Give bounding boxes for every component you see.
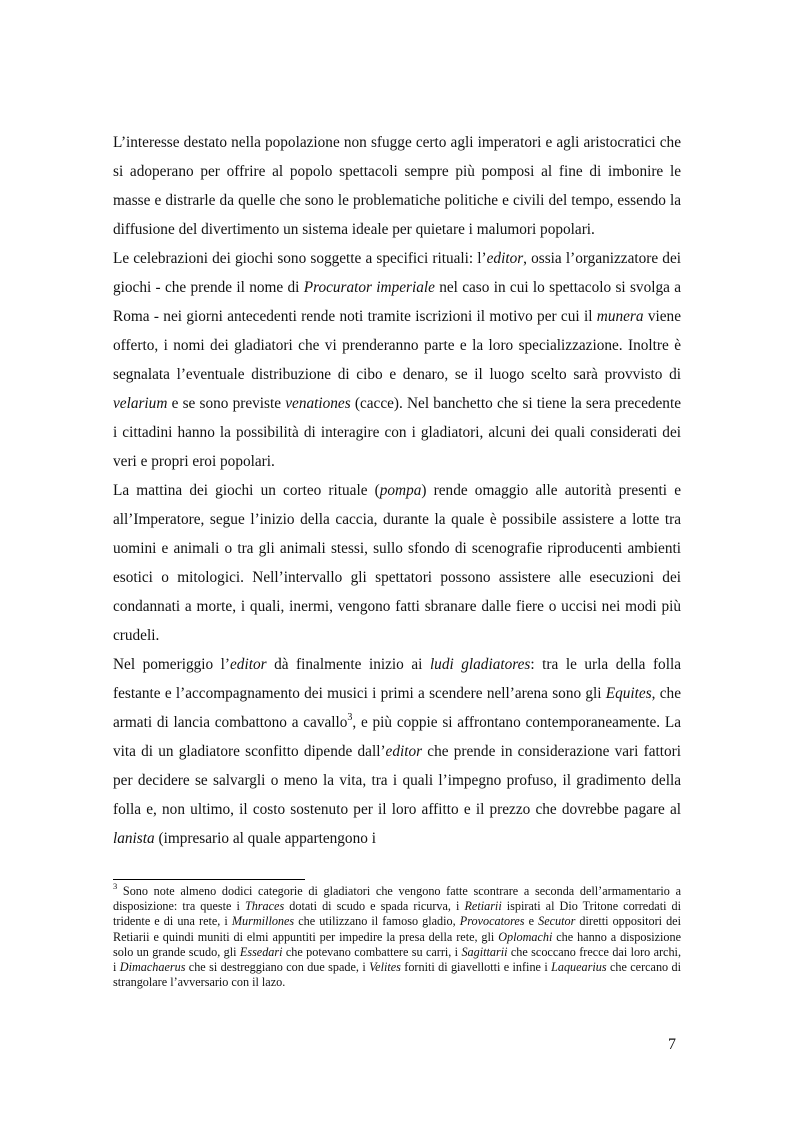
italic-term: ludi gladiatores	[429, 656, 531, 673]
paragraph	[113, 476, 681, 650]
paragraph	[113, 244, 681, 476]
text-run: , ossia l’organizzatore dei giochi - che prende il nome di	[113, 250, 681, 296]
italic-term: editor	[385, 743, 423, 760]
italic-term: Thraces	[244, 899, 285, 914]
italic-term: lanista	[113, 830, 155, 847]
italic-term: Provocatores	[459, 914, 525, 929]
text-run: viene offerto, i nomi dei gladiatori che vi prenderanno parte e la loro specializzazione. Inoltre è segnalata l’eventuale distribuzione di cibo e denaro, se il luogo scelto sarà provvisto di	[113, 308, 681, 383]
italic-term: velarium	[113, 395, 168, 412]
text-run: che potevano combattere su carri, i	[282, 944, 462, 959]
text-run: nel caso in cui lo spettacolo si svolga a Roma - nei giorni antecedenti rende noti tramite iscrizioni il motivo per cui il	[113, 279, 681, 325]
text-run: forniti di giavellotti e infine i	[400, 960, 552, 975]
text-run: che hanno a disposizione solo un grande scudo, gli	[113, 929, 681, 959]
footnote-separator	[113, 879, 305, 880]
text-run: e	[524, 914, 539, 929]
italic-term: editor	[486, 250, 524, 267]
text-run: , e più coppie si affrontano contemporaneamente. La vita di un gladiatore sconfitto dipende dall’	[113, 714, 681, 760]
footnote	[113, 880, 682, 990]
italic-term: Murmillones	[231, 914, 295, 929]
text-run: (cacce). Nel banchetto che si tiene la sera precedente i cittadini hanno la possibilità di interagire con i gladiatori, alcuni dei quali considerati dei veri e propri eroi popolari.	[113, 395, 681, 470]
italic-term: Laquearius	[551, 960, 607, 975]
italic-term: pompa	[379, 482, 422, 499]
text-run: Le celebrazioni dei giochi sono soggette a specifici rituali: l’	[113, 250, 487, 267]
footnote-marker: 3	[113, 880, 118, 891]
italic-term: munera	[596, 308, 644, 325]
text-run: e se sono previste	[167, 395, 286, 412]
text-run: ) rende omaggio alle autorità presenti e all’Imperatore, segue l’inizio della caccia, durante la quale è possibile assistere a lotte tra uomini e animali o tra gli animali stessi, sullo sfondo di scenografie riproducenti ambienti esotici o mitologici. Nell’intervallo gli spettatori possono assistere alle esecuzioni dei condannati a morte, i quali, inermi, vengono fatti sbranare dalle fiere o uccisi nei modi più crudeli.	[113, 482, 681, 644]
text-run: che cercano di strangolare l’avversario con il lazo.	[113, 960, 681, 990]
italic-term: editor	[230, 656, 267, 673]
text-run: dà finalmente inizio ai	[266, 656, 430, 673]
text-run: diretti oppositori dei Retiarii e quindi muniti di elmi appuntiti per impedire la presa della rete, gli	[113, 914, 681, 944]
italic-term: Retiarii	[464, 899, 502, 914]
italic-term: Sagittarii	[461, 944, 508, 959]
paragraph	[113, 650, 681, 853]
italic-term: Secutor	[538, 914, 576, 929]
italic-term: Essedari	[239, 944, 283, 959]
text-run: Sono note almeno dodici categorie di gladiatori che vengono fatte scontrare a seconda dell’armamentario a disposizione: tra queste i	[113, 884, 681, 914]
text-run: La mattina dei giochi un corteo rituale (	[113, 482, 380, 499]
text-run: dotati di scudo e spada ricurva, i	[284, 899, 465, 914]
italic-term: Procurator imperiale	[303, 279, 435, 296]
text-run: che prende in considerazione vari fattori per decidere se salvargli o meno la vita, tra i quali l’impegno profuso, il gradimento della folla e, non ultimo, il costo sostenuto per il loro affitto e il prezzo che dovrebbe pagare al	[113, 743, 681, 818]
italic-term: venationes	[285, 395, 351, 412]
text-run: , che armati di lancia combattono a cavallo	[113, 685, 681, 731]
page-number: 7	[668, 1036, 676, 1053]
footnote-marker: 3	[347, 711, 353, 723]
text-run: Nel pomeriggio l’	[113, 656, 231, 673]
italic-term: Equites	[605, 685, 652, 702]
main-text	[113, 128, 681, 853]
text-run: L’interesse destato nella popolazione non sfugge certo agli imperatori e agli aristocratici che si adoperano per offrire al popolo spettacoli sempre più pomposi al fine di imbonire le masse e distrarle da quelle che sono le problematiche politiche e civili del tempo, essendo la diffusione del divertimento un sistema ideale per quietare i malumori popolari.	[113, 134, 681, 238]
text-run: che si destreggiano con due spade, i	[185, 960, 370, 975]
paragraph	[113, 128, 681, 244]
text-run: che scoccano frecce dai loro archi, i	[113, 944, 681, 975]
italic-term: Velites	[369, 960, 401, 975]
text-run: (impresario al quale appartengono i	[154, 830, 376, 847]
text-run: ispirati al Dio Tritone corredati di tridente e di una rete, i	[113, 899, 682, 929]
text-run: che utilizzano il famoso gladio,	[294, 914, 460, 929]
italic-term: Dimachaerus	[119, 960, 186, 975]
text-run: : tra le urla della folla festante e l’accompagnamento dei musici i primi a scendere nell’arena sono gli	[113, 656, 681, 702]
italic-term: Oplomachi	[498, 929, 553, 944]
